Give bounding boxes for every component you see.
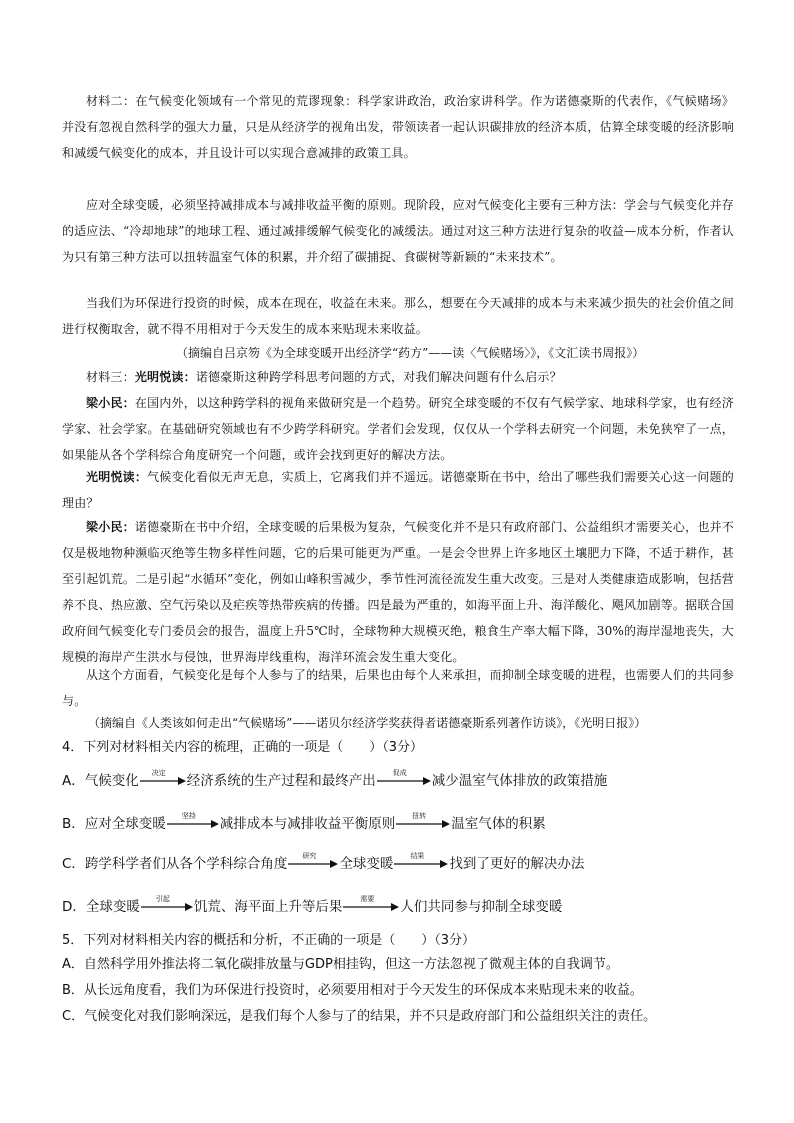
option-term: 人们共同参与抑制全球变暖 (400, 899, 563, 915)
answer-text: 在国内外，以这种跨学科的视角来做研究是一个趋势。研究全球变暖的不仅有气候学家、地球科学家，也有经济学家、社会学家。在基础研究领域也有不少跨学科研究。学者们会发现，仅仅从一个学科去研究一个问题，未免狭窄了一点，如果能从各个学科综合角度研究一个问题，或许会找到更好的解决方法。 (62, 396, 734, 462)
arrow-icon: 需要 (343, 896, 399, 918)
question-text: 诺德豪斯这种跨学科思考问题的方式，对我们解决问题有什么启示？ (195, 370, 562, 384)
arrow-icon: 结果 (394, 853, 448, 875)
question-4-option-a[interactable] (62, 770, 607, 792)
option-term: 全球变暖 (85, 899, 140, 915)
material2-citation: （摘编自吕京笏《为全球变暖开出经济学“药方”——读〈气候赌场〉》，《文汇读书周报》） (176, 346, 645, 360)
option-letter: A． (62, 773, 85, 789)
arrow-icon: 促成 (377, 770, 431, 792)
arrow-icon: 引起 (141, 896, 193, 918)
option-term: 跨学科学者们从各个学科综合角度 (84, 856, 288, 872)
arrow-icon: 扭转 (396, 813, 450, 835)
material3-question-1 (62, 364, 734, 390)
arrow-icon: 坚持 (167, 813, 219, 835)
option-letter: C． (62, 856, 85, 872)
option-term: 减排成本与减排收益平衡原则 (219, 816, 396, 832)
question-5-option-c[interactable]: C．气候变化对我们影响深远，是我们每个人参与了的结果，并不只是政府部门和公益组织关注的责任。 (62, 1009, 657, 1024)
material3-citation: （摘编自《人类该如何走出“气候赌场”——诺贝尔经济学奖获得者诺德豪斯系列著作访谈》，《光明日报》） (88, 716, 647, 730)
speaker-liang: 梁小民： (86, 396, 135, 410)
question-5-stem: 5．下列对材料相关内容的概括和分析，不正确的一项是（ ）（3分） (62, 933, 476, 948)
answer-text: 诺德豪斯在书中介绍，全球变暖的后果极为复杂，气候变化并不是只有政府部门、公益组织才需要关心，也并不仅是极地物种濒临灭绝等生物多样性问题，它的后果可能更为严重。一是会令世界上许多地区土壤肥力下降，不适于耕作，甚至引起饥荒。二是引起“水循环”变化，例如山峰积雪减少，季节性河流径流发生重大改变。三是对人类健康造成影响，包括营养不良、热应激、空气污染以及疟疾等热带疾病的传播。四是最为严重的，如海平面上升、海洋酸化、飓风加剧等。据联合国政府间气候变化专门委员会的报告，温度上升5℃时，全球物种大规模灭绝，粮食生产率大幅下降，30%的海岸湿地丧失，大规模的海岸产生洪水与侵蚀，世界海岸线重构，海洋环流会发生重大变化。 (62, 520, 734, 664)
speaker-guangming: 光明悦读： (86, 470, 148, 484)
speaker-liang: 梁小民： (86, 520, 135, 534)
question-4-stem: 4．下列对材料相关内容的梳理，正确的一项是（ ）（3分） (62, 740, 424, 755)
material3-question-2 (62, 464, 734, 516)
speaker-guangming: 光明悦读： (134, 370, 196, 384)
material3-answer-2 (62, 514, 734, 670)
question-4-option-b[interactable] (62, 813, 546, 835)
arrow-icon: 决定 (140, 770, 186, 792)
option-term: 经济系统的生产过程和最终产出 (186, 773, 376, 789)
question-5-option-a[interactable]: A．自然科学用外推法将二氧化碳排放量与GDP相挂钩，但这一方法忽视了微观主体的自我调节。 (62, 957, 619, 972)
material2-paragraph-1: 材料二：在气候变化领域有一个常见的荒谬现象：科学家讲政治，政治家讲科学。作为诺德豪斯的代表作，《气候赌场》并没有忽视自然科学的强大力量，只是从经济学的视角出发，带领读者一起认识碳排放的经济本质，估算全球变暖的经济影响和减缓气候变化的成本，并且设计可以实现合意减排的政策工具。 (62, 94, 734, 160)
option-term: 饥荒、海平面上升等后果 (193, 899, 343, 915)
option-term: 找到了更好的解决办法 (449, 856, 585, 872)
option-letter: B． (62, 816, 85, 832)
option-term: 全球变暖 (339, 856, 394, 872)
material3-answer-1 (62, 390, 734, 468)
option-term: 气候变化 (84, 773, 139, 789)
option-term: 温室气体的积累 (451, 816, 546, 832)
option-letter: D． (62, 899, 86, 915)
question-4-option-d[interactable] (62, 896, 562, 918)
arrow-icon: 研究 (288, 853, 338, 875)
material3-conclusion: 从这个方面看，气候变化是每个人参与了的结果，后果也由每个人来承担，而抑制全球变暖的进程，也需要人们的共同参与。 (62, 668, 734, 708)
option-term: 减少温室气体排放的政策措施 (431, 773, 608, 789)
question-4-option-c[interactable] (62, 853, 584, 875)
question-text: 气候变化看似无声无息，实质上，它离我们并不遥远。诺德豪斯在书中，给出了哪些我们需要关心这一问题的理由？ (62, 470, 734, 510)
option-term: 应对全球变暖 (84, 816, 166, 832)
material2-paragraph-3: 当我们为环保进行投资的时候，成本在现在，收益在未来。那么，想要在今天减排的成本与未来减少损失的社会价值之间进行权衡取舍，就不得不用相对于今天发生的成本来贴现未来收益。 (62, 296, 734, 336)
material2-paragraph-2: 应对全球变暖，必须坚持减排成本与减排收益平衡的原则。现阶段，应对气候变化主要有三种方法：学会与气候变化并存的适应法、“冷却地球”的地球工程、通过减排缓解气候变化的减缓法。通过对这三种方法进行复杂的收益—成本分析，作者认为只有第三种方法可以扭转温室气体的积累，并介绍了碳捕捉、食碳树等新颖的“未来技术”。 (62, 198, 734, 264)
question-5-option-b[interactable]: B．从长远角度看，我们为环保进行投资时，必须要用相对于今天发生的环保成本来贴现未来的收益。 (62, 983, 643, 998)
material3-label: 材料三： (86, 370, 135, 384)
